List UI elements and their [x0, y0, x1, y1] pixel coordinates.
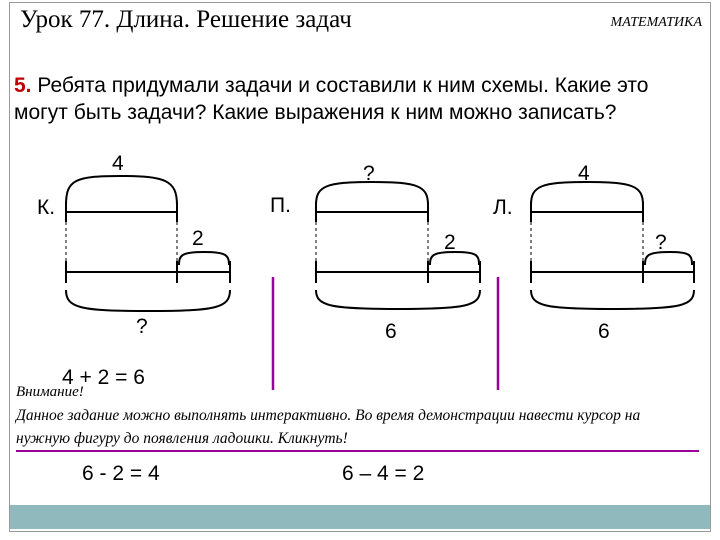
- task-number: 5.: [14, 74, 32, 97]
- brace-bottom-l: [531, 290, 694, 309]
- brace-top-k: [66, 176, 177, 205]
- subject-label: МАТЕМАТИКА: [610, 15, 702, 30]
- task-body: Ребята придумали задачи и составили к ним схемы. Какие это могут быть задачи? Какие выражения к ним можно записать?: [14, 74, 649, 124]
- scheme-k-top-label: 4: [112, 152, 124, 175]
- lesson-title: Урок 77. Длина. Решение задач: [20, 6, 352, 33]
- scheme-l-letter: Л.: [493, 196, 513, 219]
- scheme-l[interactable]: [531, 182, 694, 309]
- footer-bar: [10, 505, 710, 529]
- brace-short-l: [645, 252, 692, 265]
- scheme-k[interactable]: [66, 176, 230, 311]
- scheme-p-letter: П.: [270, 194, 291, 217]
- scheme-k-letter: К.: [37, 196, 56, 219]
- scheme-k-bottom-label: ?: [136, 315, 148, 338]
- scheme-l-top-label: 4: [578, 162, 590, 185]
- expression-2: 6 - 2 = 4: [82, 462, 160, 485]
- expression-1: 4 + 2 = 6: [62, 366, 145, 389]
- note-divider: [16, 450, 699, 452]
- note-text: Данное задание можно выполнять интерактивно. Во время демонстрации навести курсор на нужную фигуру до появления ладошки. Кликнуть!: [16, 407, 641, 447]
- expression-3: 6 – 4 = 2: [342, 462, 425, 485]
- brace-bottom-k: [66, 290, 230, 311]
- scheme-k-short-label: 2: [192, 227, 204, 250]
- scheme-p-top-label: ?: [363, 162, 375, 185]
- brace-bottom-p: [316, 290, 480, 309]
- scheme-p-short-label: 2: [444, 231, 456, 254]
- note-title: Внимание!: [16, 384, 84, 400]
- scheme-l-short-label: ?: [655, 231, 667, 254]
- scheme-l-bottom-label: 6: [598, 320, 610, 343]
- scheme-p-bottom-label: 6: [385, 320, 397, 343]
- brace-short-k: [179, 252, 229, 265]
